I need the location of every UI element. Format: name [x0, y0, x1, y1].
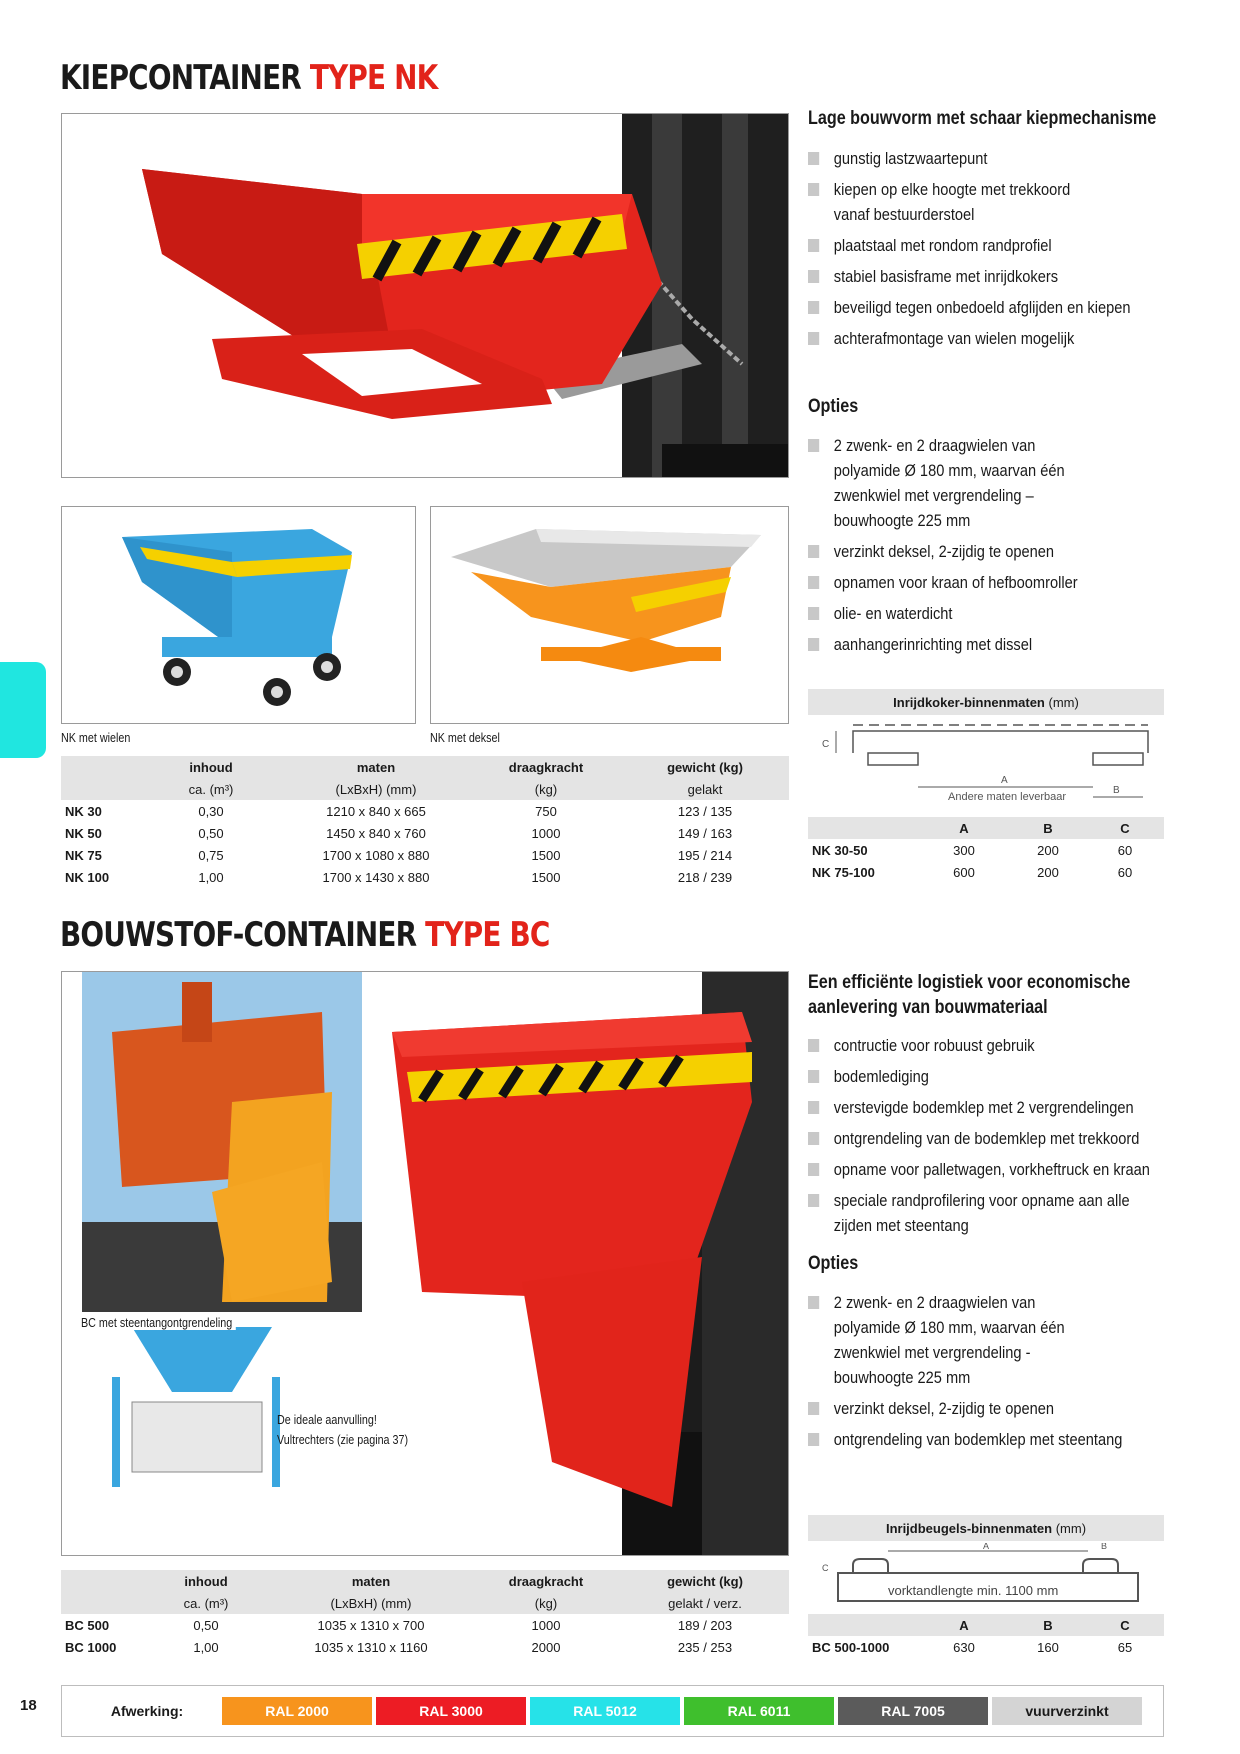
bc-dims-table	[808, 1614, 1164, 1658]
nk-lid-caption: NK met deksel	[430, 731, 500, 745]
table-row: BC 1000 1,00 1035 x 1310 x 1160 2000 235 / 253	[65, 1639, 733, 1655]
list-item: opnamen voor kraan of hefboomroller	[808, 570, 1161, 595]
finish-ral-5012: RAL 5012	[530, 1697, 680, 1725]
finish-ral-6011: RAL 6011	[684, 1697, 834, 1725]
finish-ral-3000: RAL 3000	[376, 1697, 526, 1725]
list-item: opname voor palletwagen, vorkheftruck en kraan	[808, 1157, 1161, 1182]
nk-dims-table-head: A B C	[808, 817, 1164, 839]
list-item: contructie voor robuust gebruik	[808, 1033, 1161, 1058]
table-row: BC 500 0,50 1035 x 1310 x 700 1000 189 / 203	[65, 1617, 733, 1633]
nk-table-head-2: ca. (m³) (LxBxH) (mm) (kg) gelakt	[61, 778, 789, 800]
bc-dims-unit: (mm)	[1055, 1520, 1087, 1536]
bc-options-heading: Opties	[808, 1253, 859, 1274]
list-item: achterafmontage van wielen mogelijk	[808, 326, 1161, 351]
nk-diagram-note: Andere maten leverbaar	[948, 791, 1067, 803]
nk-options-heading: Opties	[808, 396, 859, 417]
bc-dims-title: Inrijdbeugels-binnenmaten	[885, 1520, 1053, 1536]
finish-galvanized: vuurverzinkt	[992, 1697, 1142, 1725]
table-row: NK 50 0,50 1450 x 840 x 760 1000 149 / 163	[65, 825, 733, 841]
list-item: aanhangerinrichting met dissel	[808, 632, 1161, 657]
table-row: NK 75-100 600 200 60	[812, 864, 1133, 880]
list-item: ontgrendeling van bodemklep met steentang	[808, 1427, 1161, 1452]
bc-diagram-note: vorktandlengte min. 1100 mm	[888, 1583, 1059, 1598]
nk-features-list	[808, 146, 1218, 357]
nk-table-head-1: inhoud maten draagkracht gewicht (kg)	[61, 756, 789, 778]
svg-text:A: A	[983, 1543, 990, 1551]
table-row: NK 75 0,75 1700 x 1080 x 880 1500 195 / 214	[65, 847, 733, 863]
table-row: NK 30 0,30 1210 x 840 x 665 750 123 / 135	[65, 803, 733, 819]
nk-dims-table	[808, 817, 1164, 883]
list-item: verzinkt deksel, 2-zijdig te openen	[808, 539, 1161, 564]
finish-bar	[61, 1685, 1164, 1737]
list-item: beveiligd tegen onbedoeld afglijden en kiepen	[808, 295, 1161, 320]
bc-dims-diagram	[808, 1543, 1164, 1609]
finish-label: Afwerking:	[110, 1703, 184, 1719]
nk-dims-diagram	[808, 717, 1164, 809]
svg-text:A: A	[1001, 775, 1008, 786]
bc-main-photo	[61, 971, 789, 1556]
list-item: gunstig lastzwaartepunt	[808, 146, 1161, 171]
bc-table-head-1: inhoud maten draagkracht gewicht (kg)	[61, 1570, 789, 1592]
nk-wheels-photo	[61, 506, 416, 724]
list-item: stabiel basisframe met inrijdkokers	[808, 264, 1161, 289]
nk-features-heading: Lage bouwvorm met schaar kiepmechanisme	[808, 108, 1157, 129]
nk-main-photo	[61, 113, 789, 478]
nk-dims-unit: (mm)	[1048, 694, 1079, 710]
bc-dims-table-head: A B C	[808, 1614, 1164, 1636]
svg-text:B: B	[1113, 785, 1120, 796]
list-item: plaatstaal met rondom randprofiel	[808, 233, 1161, 258]
table-row: NK 30-50 300 200 60	[812, 842, 1133, 858]
nk-title: KIEPCONTAINER TYPE NK	[60, 58, 438, 98]
table-row: BC 500-1000 630 160 65	[812, 1639, 1133, 1655]
table-row: NK 100 1,00 1700 x 1430 x 880 1500 218 / 239	[65, 869, 733, 885]
list-item: 2 zwenk- en 2 draagwielen van polyamide Ø 180 mm, waarvan één zwenkwiel met vergrendeling – bouwhoogte 225 mm	[808, 433, 1083, 533]
finish-ral-2000: RAL 2000	[222, 1697, 372, 1725]
bc-title: BOUWSTOF-CONTAINER TYPE BC	[60, 915, 550, 955]
nk-dims-header	[808, 689, 1164, 715]
nk-spec-table	[61, 756, 789, 888]
svg-text:C: C	[822, 739, 830, 750]
bc-funnel-caption-2: Vultrechters (zie pagina 37)	[277, 1433, 409, 1447]
bc-dims-header	[808, 1515, 1164, 1541]
list-item: kiepen op elke hoogte met trekkoord vanaf bestuurderstoel	[808, 177, 1100, 227]
list-item: verstevigde bodemklep met 2 vergrendelingen	[808, 1095, 1161, 1120]
list-item: bodemlediging	[808, 1064, 1161, 1089]
nk-wheels-caption: NK met wielen	[61, 731, 131, 745]
finish-ral-7005: RAL 7005	[838, 1697, 988, 1725]
list-item: 2 zwenk- en 2 draagwielen van polyamide Ø 180 mm, waarvan één zwenkwiel met vergrendeling - bouwhoogte 225 mm	[808, 1290, 1083, 1390]
svg-text:B: B	[1101, 1543, 1108, 1551]
bc-options-list	[808, 1290, 1218, 1458]
list-item: verzinkt deksel, 2-zijdig te openen	[808, 1396, 1161, 1421]
bc-funnel-caption-1: De ideale aanvulling!	[277, 1413, 377, 1427]
bc-features-list	[808, 1033, 1218, 1244]
bc-features-heading: Een efficiënte logistiek voor economische aanlevering van bouwmateriaal	[808, 972, 1131, 1018]
bc-tongs-caption: BC met steentangontgrendeling	[81, 1316, 236, 1330]
page-number: 18	[20, 1697, 37, 1714]
list-item: ontgrendeling van de bodemklep met trekkoord	[808, 1126, 1161, 1151]
bc-spec-table	[61, 1570, 789, 1658]
bc-table-head-2: ca. (m³) (LxBxH) (mm) (kg) gelakt / verz.	[61, 1592, 789, 1614]
svg-text:C: C	[822, 1563, 829, 1573]
nk-dims-title: Inrijdkoker-binnenmaten	[893, 694, 1045, 710]
nk-lid-photo	[430, 506, 789, 724]
list-item: olie- en waterdicht	[808, 601, 1161, 626]
section-tab	[0, 662, 46, 758]
nk-options-list	[808, 433, 1218, 663]
list-item: speciale randprofilering voor opname aan alle zijden met steentang	[808, 1188, 1135, 1238]
